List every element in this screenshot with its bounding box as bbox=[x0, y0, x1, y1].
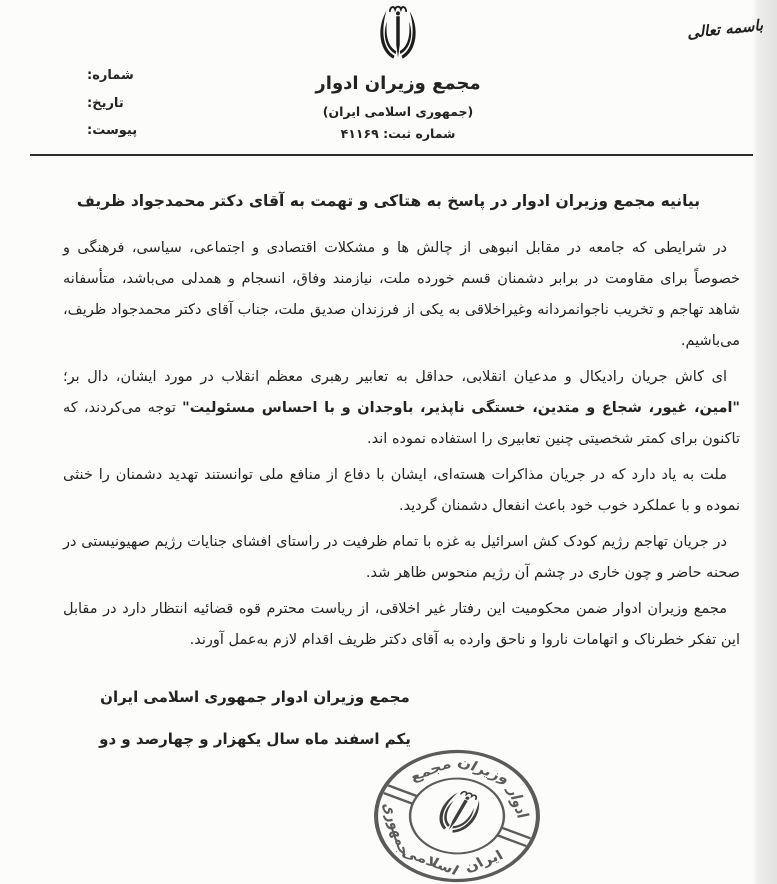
paragraph-5: مجمع وزیران ادوار ضمن محکومیت این رفتار غیر اخلاقی، از ریاست محترم قوه قضائیه انتظار دارد در مقابل این تفکر خطرناک و اتهامات ناروا و ناحق وارده به آقای دکتر ظریف اقدام لازم به‌عمل آورند. bbox=[63, 601, 740, 648]
iran-emblem-icon bbox=[369, 4, 427, 68]
stamp-word: وزیران bbox=[454, 754, 513, 787]
header-divider bbox=[30, 154, 753, 156]
official-stamp bbox=[368, 745, 546, 884]
bismillah-calligraphy: باسمه تعالی bbox=[686, 16, 764, 42]
stamp-word: مجمع bbox=[406, 756, 455, 785]
letterhead-org-block bbox=[298, 72, 498, 141]
paragraph-2 bbox=[63, 362, 740, 455]
signature-org-line: مجمع وزیران ادوار جمهوری اسلامی ایران bbox=[100, 688, 410, 706]
paragraph-2-quote: "امین، غیور، شجاع و متدین، خستگی ناپذیر، باوجدان و با احساس مسئولیت" bbox=[182, 400, 740, 416]
org-subtitle: (جمهوری اسلامی ایران) bbox=[322, 104, 474, 119]
paragraph-4: در جریان تهاجم رژیم کودک کش اسرائیل به غزه با تمام ظرفیت در راستای افشای جنایات رژیم صهیونیستی در صحنه حاضر و چون خاری در چشم آن رژیم منحوس ظاهر شد. bbox=[63, 534, 740, 581]
field-number-label: شماره: bbox=[87, 68, 134, 83]
paragraph-2-pre: ای کاش جریان رادیکال و مدعیان انقلابی، حداقل به تعابیر رهبری معظم انقلاب در مورد ایشان، دال بر؛ bbox=[63, 369, 727, 385]
paragraph-2-post: توجه می‌کردند، که تاکنون برای کمتر شخصیتی چنین تعابیری را استفاده نموده اند. bbox=[63, 400, 740, 447]
registration-number: شماره ثبت: ۴۱۱۶۹ bbox=[340, 126, 456, 141]
paragraph-3: ملت به یاد دارد که در جریان مذاکرات هسته‌ای، ایشان با دفاع از منافع ملی توانستند تهدید دشمنان را خنثی نموده و با عملکرد خوب خود باعث انفعال دشمنان گردید. bbox=[63, 467, 740, 514]
statement-title: بیانیه مجمع وزیران ادوار در پاسخ به هتاکی و تهمت به آقای دکتر محمدجواد ظریف bbox=[76, 192, 701, 210]
stamp-word: اسلامی bbox=[399, 844, 462, 879]
paragraph-1: در شرایطی که جامعه در مقابل انبوهی از چالش ها و مشکلات اقتصادی و اجتماعی، سیاسی، فرهنگی و خصوصاً برای مقاومت در برابر دشمنان قسم خورده ملت، نیازمند وفاق، انسجام و همدلی می‌باشد، متأسفانه شاهد تهاجم و تخریب ناجوانمردانه وغیراخلاقی به یکی از فرزندان صدیق ملت، جناب آقای دکتر محمدجواد ظریف، می‌باشیم. bbox=[63, 240, 740, 349]
field-date-label: تاریخ: bbox=[87, 95, 124, 111]
org-name: مجمع وزیران ادوار bbox=[315, 73, 481, 94]
letterhead-fields bbox=[87, 62, 183, 145]
stamp-word: ادوار bbox=[503, 786, 533, 820]
stamp-word: جمهوری bbox=[378, 801, 415, 857]
field-attachment-label: پیوست: bbox=[87, 123, 138, 138]
signature-date-line: یکم اسفند ماه سال یکهزار و چهارصد و دو bbox=[99, 730, 411, 748]
statement-body bbox=[63, 233, 740, 661]
stamp-word: ایران bbox=[460, 847, 507, 876]
